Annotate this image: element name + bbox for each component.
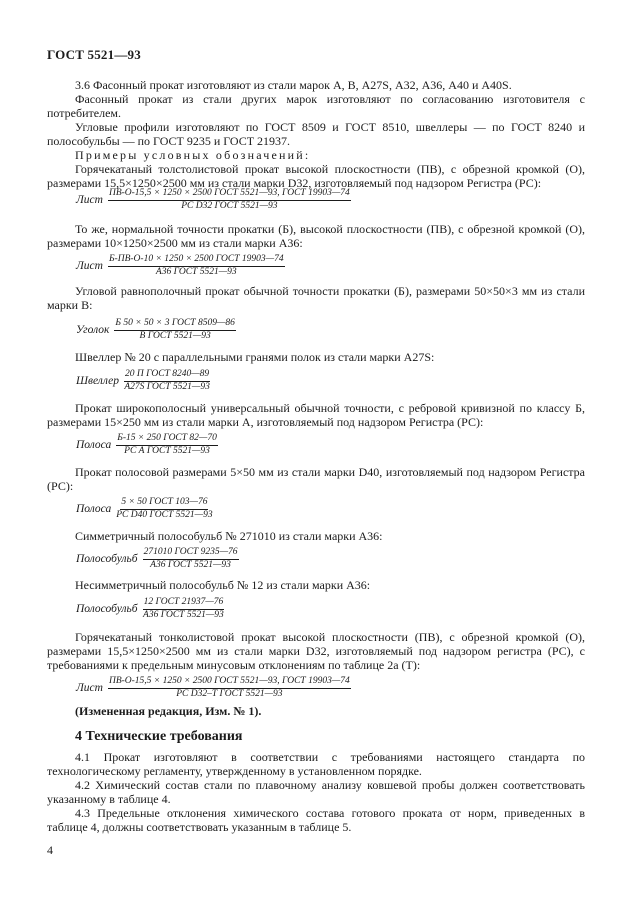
formula-4-denominator: А27S ГОСТ 5521—93 [124, 382, 210, 392]
page-number: 4 [47, 843, 53, 857]
formula-7 [76, 547, 239, 571]
example-1-text: Горячекатаный толстолистовой прокат высокой плоскостности (ПВ), с обрезной кромкой (О), размерами 15,5×1250×2500 мм из стали марки D32, изготовляемый под надзором Регистра (РС): [47, 162, 585, 190]
paragraph-4-2: 4.2 Химический состав стали по плавочному анализу ковшевой пробы должен соответствовать указанному в таблице 4. [47, 778, 585, 806]
formula-5-label: Полоса [76, 439, 112, 451]
formula-4-numerator: 20 П ГОСТ 8240—89 [124, 369, 210, 382]
formula-7-denominator: А36 ГОСТ 5521—93 [150, 560, 231, 570]
formula-6-label: Полоса [76, 503, 112, 515]
formula-9 [76, 676, 351, 700]
paragraph-3-6-profiles: Угловые профили изготовляют по ГОСТ 8509 и ГОСТ 8510, швеллеры — по ГОСТ 8240 и полособульбы — по ГОСТ 9235 и ГОСТ 21937. [47, 120, 585, 148]
example-6-text: Прокат полосовой размерами 5×50 мм из стали марки D40, изготовляемый под надзором Регистра (РС): [47, 465, 585, 493]
formula-2-denominator: А36 ГОСТ 5521—93 [155, 267, 237, 277]
example-7-text: Симметричный полособульб № 271010 из стали марки А36: [75, 529, 383, 543]
formula-8 [76, 597, 224, 621]
formula-1 [76, 188, 351, 212]
formula-1-denominator: РС D32 ГОСТ 5521—93 [181, 201, 278, 211]
formula-3-label: Уголок [76, 324, 110, 336]
section-4-heading: 4 Технические требования [75, 729, 243, 744]
formula-3 [76, 318, 236, 342]
example-9-text: Горячекатаный тонколистовой прокат высокой плоскостности (ПВ), с обрезной кромкой (О), размерами 15,5×1250×2500 мм из стали марки D32, изготовляемый под надзором регистра (РС), с требованиями к предельным минусовым отклонениям по таблице 2а (Т): [47, 630, 585, 672]
paragraph-4-1: 4.1 Прокат изготовляют в соответствии с требованиями настоящего стандарта по технологическому регламенту, утвержденному в установленном порядке. [47, 750, 585, 778]
formula-8-numerator: 12 ГОСТ 21937—76 [143, 597, 225, 610]
formula-2-numerator: Б-ПВ-О-10 × 1250 × 2500 ГОСТ 19903—74 [108, 254, 285, 267]
formula-6-denominator: РС D40 ГОСТ 5521—93 [116, 510, 213, 520]
formula-8-denominator: А36 ГОСТ 5521—93 [143, 610, 224, 620]
formula-9-numerator: ПВ-О-15,5 × 1250 × 2500 ГОСТ 5521—93, ГОСТ 19903—74 [108, 676, 351, 689]
formula-3-denominator: В ГОСТ 5521—93 [139, 331, 211, 341]
paragraph-3-6: 3.6 Фасонный прокат изготовляют из стали марок А, В, А27S, А32, А36, А40 и А40S. [75, 78, 512, 92]
formula-1-numerator: ПВ-О-15,5 × 1250 × 2500 ГОСТ 5521—93, ГОСТ 19903—74 [108, 188, 351, 201]
formula-4 [76, 369, 210, 393]
paragraph-4-3: 4.3 Предельные отклонения химического состава готового проката от норм, приведенных в таблице 4, должны соответствовать указанным в таблице 5. [47, 806, 585, 834]
formula-7-label: Полособульб [76, 553, 138, 565]
formula-6 [76, 497, 213, 521]
formula-9-denominator: РС D32–Т ГОСТ 5521—93 [176, 689, 283, 699]
formula-2 [76, 254, 285, 278]
document-header: ГОСТ 5521—93 [47, 47, 141, 62]
formula-9-label: Лист [76, 682, 103, 694]
example-3-text: Угловой равнополочный прокат обычной точности прокатки (Б), размерами 50×50×3 мм из стали марки В: [47, 284, 585, 312]
example-8-text: Несимметричный полособульб № 12 из стали марки А36: [75, 578, 371, 592]
example-5-text: Прокат широкополосный универсальный обычной точности, с ребровой кривизной по классу Б, размерами 15×250 мм из стали марки А, изготовляемый под надзором Регистра (РС): [47, 401, 585, 429]
formula-8-label: Полособульб [76, 603, 138, 615]
formula-5 [76, 433, 218, 457]
example-2-text: То же, нормальной точности прокатки (Б), высокой плоскостности (ПВ), с обрезной кромкой (О), размерами 10×1250×2500 мм из стали марки А36: [47, 222, 585, 250]
formula-4-label: Швеллер [76, 375, 119, 387]
formula-7-numerator: 271010 ГОСТ 9235—76 [143, 547, 239, 560]
formula-2-label: Лист [76, 260, 103, 272]
examples-heading: Примеры условных обозначений: [75, 148, 311, 162]
paragraph-3-6-other-grades: Фасонный прокат из стали других марок изготовляют по согласованию изготовителя с потребителем. [47, 92, 585, 120]
formula-5-denominator: РС А ГОСТ 5521—93 [124, 446, 210, 456]
amendment-note: (Измененная редакция, Изм. № 1). [75, 704, 262, 718]
formula-3-numerator: Б 50 × 50 × 3 ГОСТ 8509—86 [114, 318, 236, 331]
example-4-text: Швеллер № 20 с параллельными гранями полок из стали марки А27S: [75, 350, 435, 364]
formula-6-numerator: 5 × 50 ГОСТ 103—76 [120, 497, 208, 510]
formula-1-label: Лист [76, 194, 103, 206]
formula-5-numerator: Б-15 × 250 ГОСТ 82—70 [116, 433, 218, 446]
